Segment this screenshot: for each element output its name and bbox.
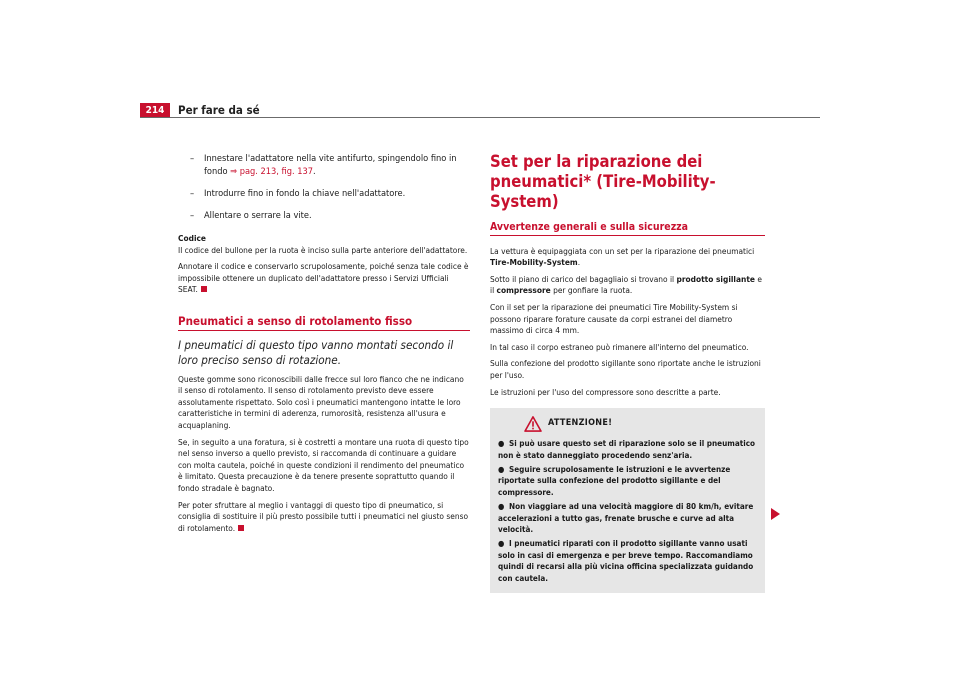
section-paragraph: Se, in seguito a una foratura, si è costretti a montare una ruota di questo tipo nel senso inverso a quello previsto, si raccomanda di continuare a guidare con molta cautela, poiché in queste condizioni il rendimento del pneumatico è limitato. Questa precauzione è da tenere presente soprattutto quando il fondo stradale è bagnato.: [178, 436, 469, 493]
section-subtitle: Avvertenze generali e sulla sicurezza: [490, 222, 765, 236]
header-rule: [140, 117, 820, 118]
body-paragraph: In tal caso il corpo estraneo può rimanere all'interno del pneumatico.: [490, 341, 749, 352]
code-label: Codice: [178, 233, 206, 243]
continue-arrow-icon: [771, 508, 780, 520]
bullet-icon: ●: [498, 538, 505, 549]
step-item: – Introdurre fino in fondo la chiave nell'adattatore.: [190, 188, 406, 199]
chapter-title: Set per la riparazione dei pneumatici* (Tire-Mobility-System): [490, 152, 716, 211]
end-of-section-icon: [238, 525, 244, 531]
warning-item: ● Seguire scrupolosamente le istruzioni e le avvertenze riportate sulla confezione del prodotto sigillante e del compressore.: [498, 463, 731, 497]
code-paragraph: Il codice del bullone per la ruota è inciso sulla parte anteriore dell'adattatore.: [178, 244, 468, 255]
warning-box: [490, 408, 765, 593]
body-paragraph: Con il set per la riparazione dei pneumatici Tire Mobility-System si possono riparare forature causate da corpi estranei del diametro massimo di circa 4 mm.: [490, 301, 738, 336]
end-of-section-icon: [201, 286, 207, 292]
body-paragraph: Sulla confezione del prodotto sigillante sono riportate anche le istruzioni per l'uso.: [490, 358, 761, 380]
cross-reference-link[interactable]: ⇒ pag. 213, fig. 137: [230, 166, 314, 177]
warning-triangle-icon: [524, 416, 542, 432]
section-lead: I pneumatici di questo tipo vanno montati secondo il loro preciso senso di rotazione.: [178, 337, 454, 367]
warning-item: ● Non viaggiare ad una velocità maggiore di 80 km/h, evitare accelerazioni a tutto gas, frenate brusche e curve ad alta velocità.: [498, 501, 754, 534]
body-paragraph: La vettura è equipaggiata con un set per la riparazione dei pneumatici Tire-Mobility-System.: [490, 245, 755, 268]
bullet-icon: ●: [498, 438, 505, 449]
warning-header: [524, 416, 757, 432]
left-column: [178, 152, 470, 539]
warning-item: ● Si può usare questo set di riparazione solo se il pneumatico non è stato danneggiato procedendo senz'aria.: [498, 438, 756, 460]
step-item: – Innestare l'adattatore nella vite antifurto, spingendolo fino in fondo ⇒ pag. 213, fig. 137.: [190, 153, 457, 177]
bullet-icon: ●: [498, 463, 505, 474]
step-item: – Allentare o serrare la vite.: [190, 210, 312, 221]
warning-title: ATTENZIONE!: [548, 418, 613, 429]
bullet-icon: ●: [498, 501, 505, 512]
section-paragraph: Queste gomme sono riconoscibili dalle frecce sul loro fianco che ne indicano il senso di rotolamento. Il senso di rotolamento previsto deve essere assolutamente rispettato. Solo così i pneumatici mantengono intatte le loro caratteristiche in termini di aderenza, rumorosità, resistenza all'usura e acquaplaning.: [178, 373, 464, 430]
running-title: Per fare da sé: [178, 103, 260, 117]
section-title: Pneumatici a senso di rotolamento fisso: [178, 316, 470, 331]
page-number: 214: [140, 103, 170, 118]
body-paragraph: Le istruzioni per l'uso del compressore sono descritte a parte.: [490, 386, 721, 397]
warning-item: ● I pneumatici riparati con il prodotto sigillante vanno usati solo in casi di emergenza e per breve tempo. Raccomandiamo quindi di recarsi alla più vicina officina specializzata guidando con cautela.: [498, 538, 754, 583]
body-paragraph: Sotto il piano di carico del bagagliaio si trovano il prodotto sigillante e il compressore per gonfiare la ruota.: [490, 273, 762, 296]
right-column: [490, 152, 765, 593]
code-paragraph: Annotare il codice e conservarlo scrupolosamente, poiché senza tale codice è impossibile ottenere un duplicato dell'adattatore presso i Servizi Ufficiali SEAT.: [178, 261, 469, 295]
section-paragraph: Per poter sfruttare al meglio i vantaggi di questo tipo di pneumatico, si consiglia di sostituire il più presto possibile tutti i pneumatici nel giusto senso di rotolamento.: [178, 499, 469, 533]
